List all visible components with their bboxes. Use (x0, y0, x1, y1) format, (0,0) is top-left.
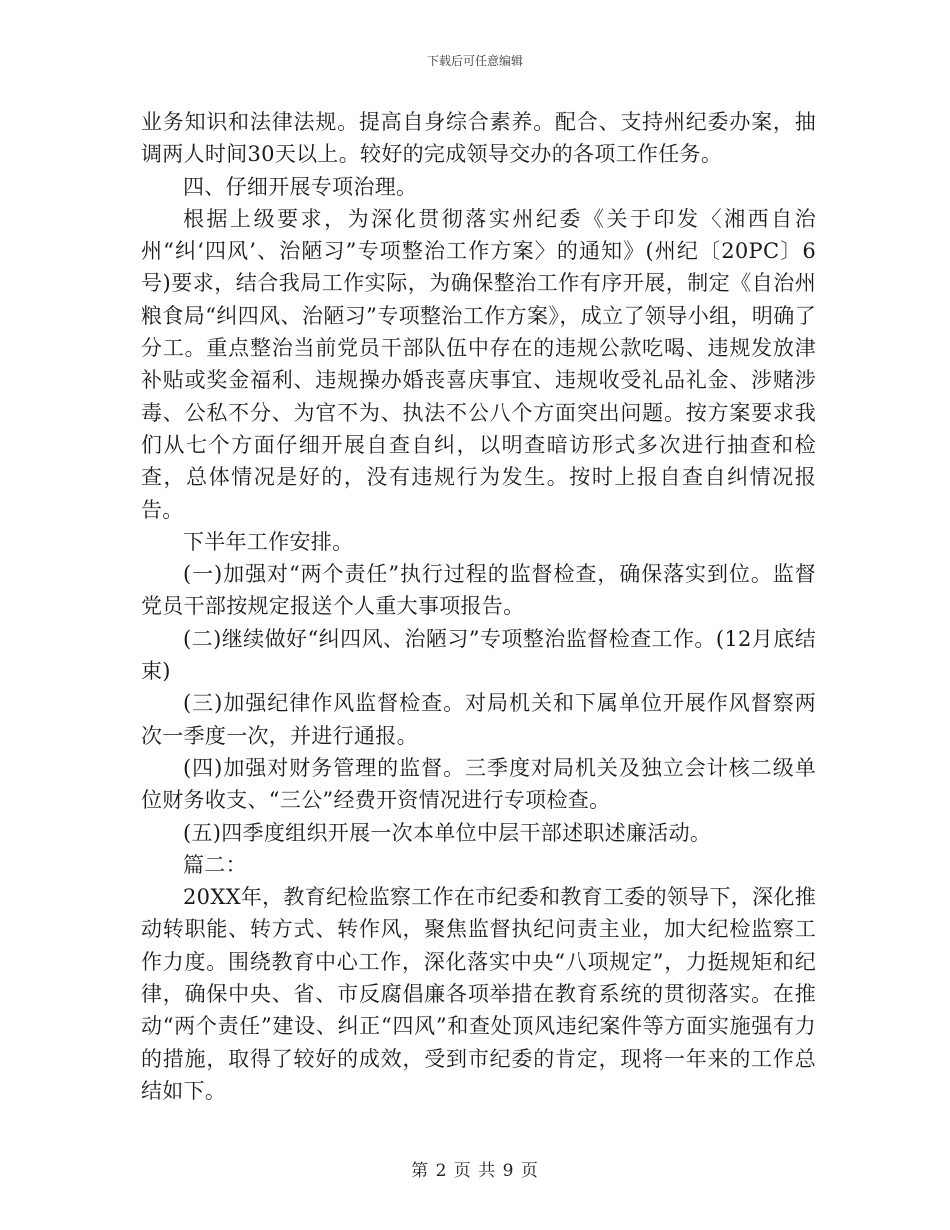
section-heading-part-2: 篇二： (183, 852, 247, 877)
page-number-footer: 第 2 页 共 9 页 (411, 1161, 539, 1181)
paragraph-3: 20XX年，教育纪检监察工作在市纪委和教育工委的领导下，深化推动转职能、转方式、转作风，聚焦监督执纪问责主业，加大纪检监察工作力度。围绕教育中心工作，深化落实中央“八项规定”，力挺规矩和纪律，确保中央、省、市反腐倡廉各项举措在教育系统的贯彻落实。在推动“两个责任”建设、纠正“四风”和查处顶风违纪案件等方面实施强有力的措施，取得了较好的成效，受到市纪委的肯定，现将一年来的工作总结如下。 (141, 885, 816, 1103)
plan-item-2: (二)继续做好“纠四风、治陋习”专项整治监督检查工作。(12月底结束) (141, 626, 816, 684)
document-body (141, 106, 816, 1107)
plan-item-4: (四)加强对财务管理的监督。三季度对局机关及独立会计核二级单位财务收支、“三公”经费开资情况进行专项检查。 (141, 755, 816, 813)
page-header: 下载后可任意编辑 (426, 54, 523, 68)
paragraph-2: 根据上级要求，为深化贯彻落实州纪委《关于印发〈湘西自治州“纠‘四风’、治陋习”专项整治工作方案〉的通知》(州纪〔20PC〕6号)要求，结合我局工作实际，为确保整治工作有序开展，制定《自治州粮食局“纠四风、治陋习”专项整治工作方案》，成立了领导小组，明确了分工。重点整治当前党员干部队伍中存在的违规公款吃喝、违规发放津补贴或奖金福利、违规操办婚丧喜庆事宜、违规收受礼品礼金、涉赌涉毒、公私不分、为官不为、执法不公八个方面突出问题。按方案要求我们从七个方面仔细开展自查自纠，以明查暗访形式多次进行抽查和检查，总体情况是好的，没有违规行为发生。按时上报自查自纠情况报告。 (141, 206, 816, 522)
plan-item-3: (三)加强纪律作风监督检查。对局机关和下属单位开展作风督察两次一季度一次，并进行通报。 (141, 691, 816, 748)
section-heading-plan: 下半年工作安排。 (183, 529, 354, 554)
plan-item-5: (五)四季度组织开展一次本单位中层干部述职述廉活动。 (183, 820, 712, 845)
paragraph-1: 业务知识和法律法规。提高自身综合素养。配合、支持州纪委办案，抽调两人时间30天以上。较好的完成领导交办的各项工作任务。 (141, 110, 816, 167)
section-heading-4: 四、仔细开展专项治理。 (183, 174, 418, 199)
plan-item-1: (一)加强对“两个责任”执行过程的监督检查，确保落实到位。监督党员干部按规定报送个人重大事项报告。 (141, 562, 816, 619)
